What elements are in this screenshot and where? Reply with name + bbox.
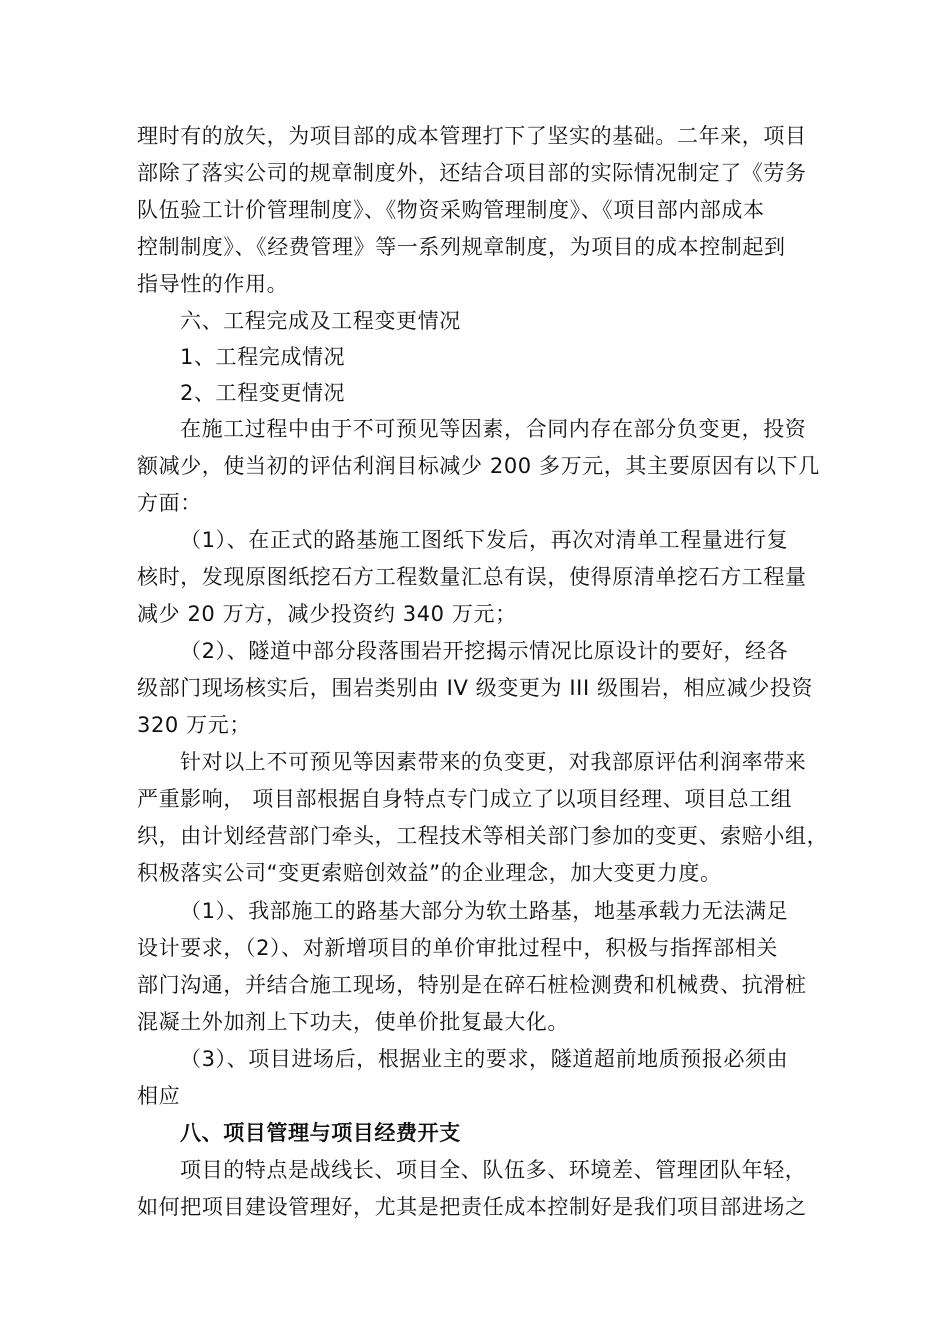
paragraph-line: 针对以上不可预见等因素带来的负变更，对我部原评估利润率带来: [180, 750, 807, 774]
paragraph-line: 相应: [137, 1084, 181, 1108]
paragraph-line: 减少 20 万方，减少投资约 340 万元；: [137, 602, 517, 626]
paragraph-line: 织，由计划经营部门牵头，工程技术等相关部门参加的变更、索赔小组，: [137, 824, 829, 848]
subsection-heading: 1、工程完成情况: [180, 345, 346, 369]
section-heading: 六、工程完成及工程变更情况: [180, 309, 461, 333]
paragraph-line: 如何把项目建设管理好，尤其是把责任成本控制好是我们项目部进场之: [137, 1195, 807, 1219]
paragraph-line: 项目的特点是战线长、项目全、队伍多、环境差、管理团队年轻，: [180, 1158, 807, 1182]
subsection-heading: 2、工程变更情况: [180, 381, 346, 405]
list-item-line: （2）、隧道中部分段落围岩开挖揭示情况比原设计的要好，经各: [180, 639, 789, 663]
list-item-line: （3）、项目进场后，根据业主的要求，隧道超前地质预报必须由: [180, 1047, 789, 1071]
paragraph-line: 设计要求，（2）、对新增项目的单价审批过程中，积极与指挥部相关: [137, 936, 778, 960]
paragraph-line: 在施工过程中由于不可预见等因素，合同内存在部分负变更，投资: [180, 417, 807, 441]
section-heading: 八、项目管理与项目经费开支: [180, 1121, 461, 1145]
list-item-line: （1）、在正式的路基施工图纸下发后，再次对清单工程量进行复: [180, 528, 789, 552]
paragraph-line: 队伍验工计价管理制度》、《物资采购管理制度》、《项目部内部成本: [137, 198, 765, 222]
paragraph-line: 严重影响， 项目部根据自身特点专门成立了以项目经理、项目总工组: [137, 787, 793, 811]
paragraph-line: 指导性的作用。: [137, 272, 289, 296]
paragraph-line: 320 万元；: [137, 713, 251, 737]
paragraph-line: 混凝土外加剂上下功夫，使单价批复最大化。: [137, 1010, 569, 1034]
paragraph-line: 部除了落实公司的规章制度外，还结合项目部的实际情况制定了《劳务: [137, 161, 807, 185]
paragraph-line: 核时，发现原图纸挖石方工程数量汇总有误，使得原清单挖石方工程量: [137, 565, 807, 589]
paragraph-line: 部门沟通，并结合施工现场，特别是在碎石桩检测费和机械费、抗滑桩: [137, 973, 807, 997]
paragraph-line: 额减少，使当初的评估利润目标减少 200 多万元，其主要原因有以下几: [137, 454, 820, 478]
paragraph-line: 级部门现场核实后，围岩类别由 IV 级变更为 III 级围岩，相应减少投资: [137, 676, 814, 700]
paragraph-line: 方面：: [137, 491, 202, 515]
paragraph-line: 积极落实公司“变更索赔创效益”的企业理念，加大变更力度。: [137, 861, 722, 885]
paragraph-line: 控制制度》、《经费管理》等一系列规章制度，为项目的成本控制起到: [137, 235, 786, 259]
list-item-line: （1）、我部施工的路基大部分为软土路基，地基承载力无法满足: [180, 899, 789, 923]
paragraph-line: 理时有的放矢，为项目部的成本管理打下了坚实的基础。二年来，项目: [137, 124, 807, 148]
